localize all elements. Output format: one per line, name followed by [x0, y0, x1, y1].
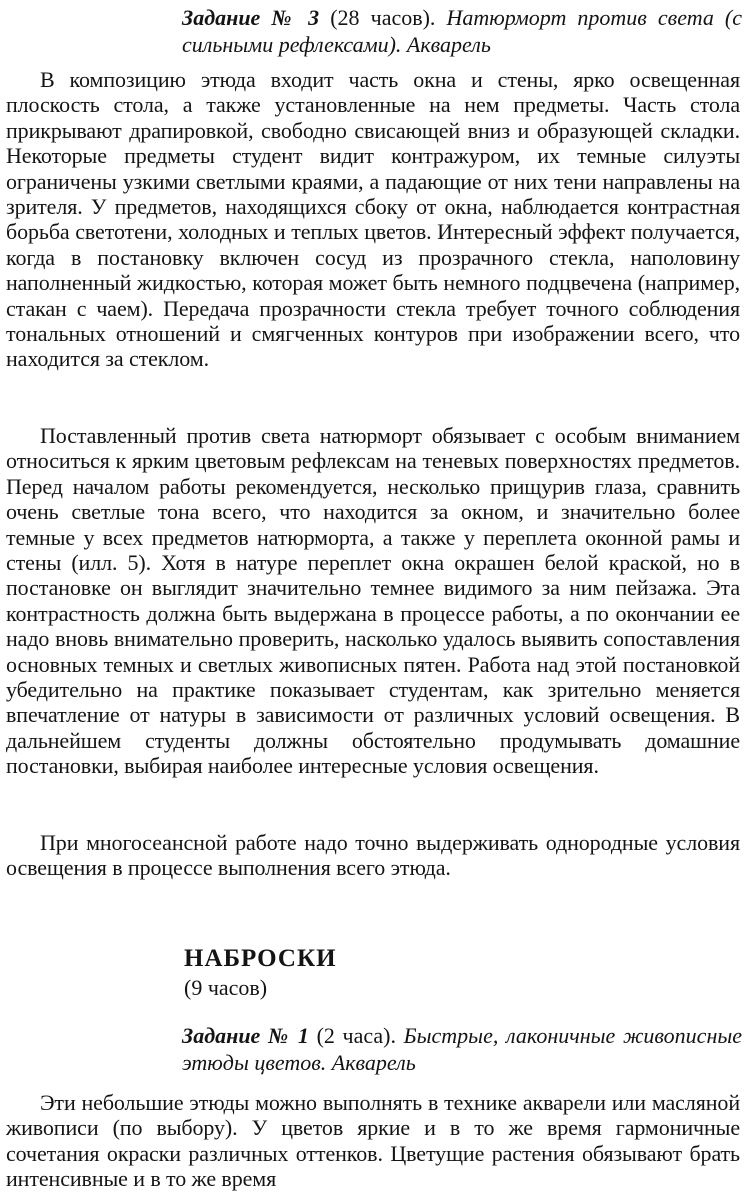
task-3-description: Натюрморт против света (с сильными рефлексами). Акварель — [182, 5, 743, 57]
task-3-paragraph-3: При многосеансной работе надо точно выдерживать однородные условия освещения в процессе выполнения всего этюда. — [6, 830, 740, 881]
task-1-heading — [182, 1022, 742, 1076]
section-title: НАБРОСКИ — [184, 945, 337, 972]
task-3-paragraph-2: Поставленный против света натюрморт обязывает с особым вниманием относиться к ярким цветовым рефлексам на теневых поверхностях предметов. Перед началом работы рекомендуется, несколько прищурив глаза, сравнить очень светлые тона всего, что находится за окном, и значительно более темные у всех предметов натюрморта, а также у переплета оконной рамы и стены (илл. 5). Хотя в натуре переплет окна окрашен белой краской, но в постановке он выглядит значительно темнее видимого за ним пейзажа. Эта контрастность должна быть выдержана в процессе работы, а по окончании ее надо вновь внимательно проверить, насколько удалось выявить сопоставления основных темных и светлых живописных пятен. Работа над этой постановкой убедительно на практике показывает студентам, как зрительно меняется впечатление от натуры в зависимости от различных условий освещения. В дальнейшем студенты должны обстоятельно продумывать домашние постановки, выбирая наиболее интересные условия освещения. — [6, 423, 740, 779]
task-3-heading — [182, 4, 742, 58]
section-hours: (9 часов) — [184, 975, 268, 1000]
task-1-description: Быстрые, лаконичные живописные этюды цветов. Акварель — [182, 1023, 743, 1075]
task-3-paragraph-1: В композицию этюда входит часть окна и стены, ярко освещенная плоскость стола, а также установленные на нем предметы. Часть стола прикрывают драпировкой, свободно свисающей вниз и образующей складки. Некоторые предметы студент видит контражуром, их темные силуэты ограничены узкими светлыми краями, а падающие от них тени направлены на зрителя. У предметов, находящихся сбоку от окна, наблюдается контрастная борьба светотени, холодных и теплых цветов. Интересный эффект получается, когда в постановку включен сосуд из прозрачного стекла, наполовину наполненный жидкостью, которая может быть немного подцвечена (например, стакан с чаем). Передача прозрачности стекла требует точного соблюдения тональных отношений и смягченных контуров при изображении всего, что находится за стеклом. — [6, 67, 740, 372]
task-3-hours: (28 часов). — [330, 5, 436, 30]
task-1-paragraph: Эти небольшие этюды можно выполнять в технике акварели или масляной живописи (по выбору). У цветов яркие и в то же время гармоничные сочетания окраски различных оттенков. Цветущие растения обязывают брать интенсивные и в то же время — [6, 1090, 740, 1192]
task-1-number: Задание № 1 — [182, 1023, 309, 1048]
task-1-hours: (2 часа). — [316, 1023, 396, 1048]
task-3-number: Задание № 3 — [182, 5, 320, 30]
